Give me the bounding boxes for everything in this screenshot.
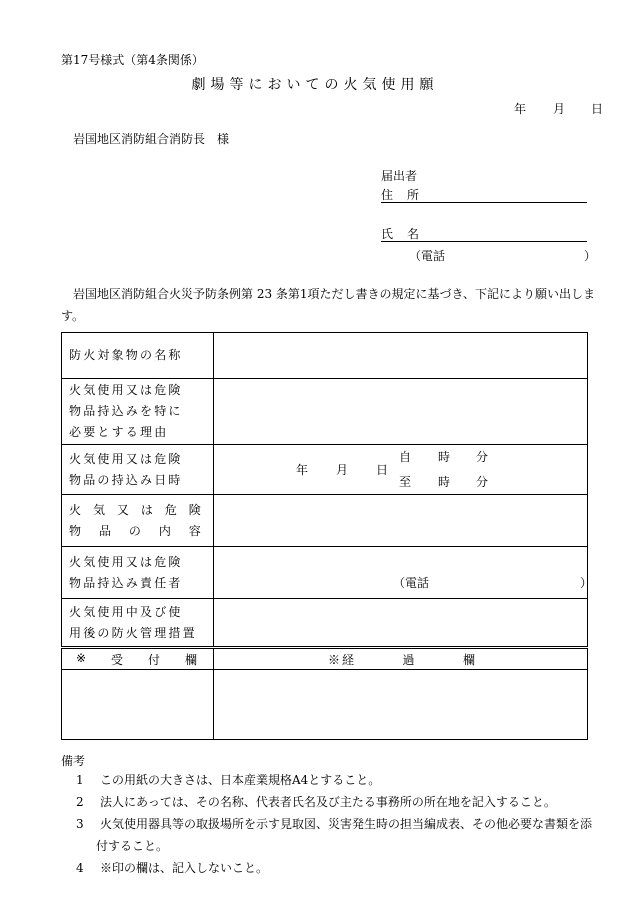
datetime-year: 年: [296, 463, 309, 477]
request-statement: 岩国地区消防組合火災予防条例第 23 条第1項ただし書きの規定に基づき、下記により願い出します。: [61, 287, 596, 323]
phone-close-label: ）: [584, 249, 597, 263]
datetime-from-minute: 分: [476, 450, 489, 464]
form-row-datetime: [62, 445, 588, 495]
progress-header: ※経 過 欄: [214, 648, 588, 670]
office-header-row: [62, 648, 588, 670]
reception-header: ※ 受 付 欄: [62, 648, 214, 670]
facility-name-label: 防火対象物の名称: [62, 333, 214, 379]
reason-field[interactable]: [214, 379, 588, 445]
note-item: 3 火気使用器具等の取扱場所を示す見取図、災害発生時の担当編成表、その他必要な書類を添付すること。: [76, 817, 593, 853]
fire-prevention-label: 火気使用中及び使 用後の防火管理措置: [62, 599, 214, 648]
form-row-fire-prevention: [62, 599, 588, 648]
datetime-from-hour: 時: [438, 450, 451, 464]
date-month-label: 月: [553, 102, 566, 116]
datetime-to-minute: 分: [476, 475, 489, 489]
datetime-day: 日: [376, 463, 389, 477]
datetime-month: 月: [336, 463, 349, 477]
address-label: 住 所: [381, 188, 421, 202]
datetime-to: 至: [399, 475, 412, 489]
reception-field[interactable]: [62, 670, 214, 740]
name-field[interactable]: [381, 225, 587, 242]
form-row-responsible-person: [62, 547, 588, 599]
datetime-field[interactable]: [214, 445, 588, 495]
date-day-label: 日: [591, 102, 604, 116]
office-body-row: [62, 670, 588, 740]
responsible-person-label: 火気使用又は危険 物品持込み責任者: [62, 547, 214, 599]
note-item: 4 ※印の欄は、記入しないこと。: [76, 861, 269, 875]
fire-prevention-field[interactable]: [214, 599, 588, 648]
datetime-label: 火気使用又は危険 物品の持込み日時: [62, 445, 214, 495]
page-title: 劇場等においての火気使用願: [191, 77, 439, 93]
application-form-table: [61, 332, 593, 740]
note-item: 1 この用紙の大きさは、日本産業規格A4とすること。: [76, 773, 381, 787]
responsible-person-field[interactable]: [214, 547, 593, 599]
facility-name-field[interactable]: [214, 333, 588, 379]
notes-heading: 備考: [61, 754, 86, 768]
date-year-label: 年: [514, 102, 527, 116]
responsible-phone-close: ）: [580, 576, 593, 590]
note-item: 2 法人にあっては、その名称、代表者氏名及び主たる事務所の所在地を記入すること。: [76, 795, 556, 809]
responsible-phone-open: （電話: [393, 576, 430, 590]
form-row-contents: [62, 495, 588, 547]
contents-field[interactable]: [214, 495, 588, 547]
reason-label: 火気使用又は危険 物品持込みを特に 必要とする理由: [62, 379, 214, 445]
form-row-reason: [62, 379, 588, 445]
form-number: 第17号様式（第4条関係）: [61, 53, 204, 67]
form-row-facility-name: [62, 333, 588, 379]
datetime-from: 自: [399, 450, 412, 464]
phone-open-label: （電話: [409, 249, 446, 263]
addressee: 岩国地区消防組合消防長 様: [73, 132, 230, 146]
address-field[interactable]: [381, 186, 587, 203]
datetime-to-hour: 時: [438, 475, 451, 489]
applicant-label: 届出者: [381, 169, 418, 183]
progress-field[interactable]: [214, 670, 588, 740]
name-label: 氏 名: [381, 227, 421, 241]
contents-label: 火 気 又 は 危 険 物 品 の 内 容: [62, 495, 214, 547]
